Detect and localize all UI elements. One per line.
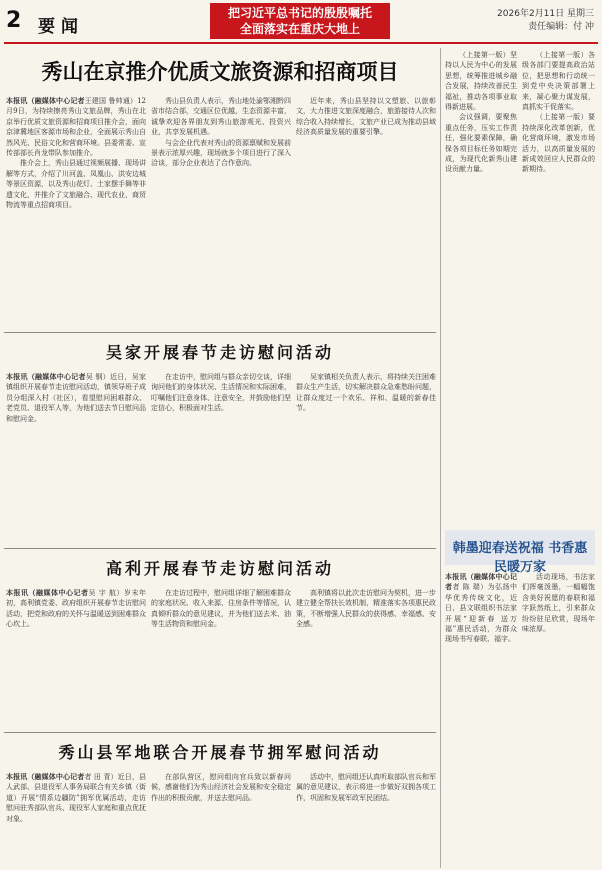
issue-info <box>497 8 594 34</box>
right-para-1: （上接第一版）坚持以人民为中心的发展思想，统筹推进城乡融合发展，持续改善民生福祉，推动各项事业取得新进展。 <box>445 51 517 112</box>
article-2-col-3 <box>296 372 436 542</box>
article-1-byline: 本报讯（融媒体中心记者 <box>6 96 85 105</box>
separator <box>4 732 436 733</box>
separator <box>4 548 436 549</box>
article-1-col-3 <box>296 96 436 328</box>
article-3-para-2: 在走访过程中，慰问组详细了解困难群众的家庭状况、收入来源、住房条件等情况，认真倾听群众的意见建议，并为他们送去米、油等生活物资和慰问金。 <box>151 589 291 629</box>
article-1-para-3: 秀山县负责人表示，秀山地处渝鄂湘黔四省市结合部，交通区位优越，生态资源丰富，诚挚欢迎各界朋友到秀山旅游观光、投资兴业，共享发展机遇。 <box>151 97 291 137</box>
article-4-col-1 <box>6 772 146 866</box>
right-col-1 <box>445 50 517 524</box>
article-4-para-2: 在部队营区，慰问组向官兵致以新春问候，感谢他们为秀山经济社会发展和安全稳定作出的积极贡献，并送去慰问品。 <box>151 773 291 802</box>
slogan-banner <box>210 3 390 39</box>
article-4-para-1: 者 田 青）近日，县人武部、县退役军人事务局联合有关乡镇（街道）开展“情系边疆防”拥军优属活动，走访慰问驻秀部队官兵、现役军人家庭和重点优抚对象。 <box>6 773 146 823</box>
separator <box>4 332 436 333</box>
article-5-headline: 韩墨迎春送祝福 书香惠民暖万家 <box>452 541 588 575</box>
article-2-para-3: 吴家镇相关负责人表示，将持续关注困难群众生产生活，切实解决群众急难愁盼问题，让群众度过一个欢乐、祥和、温暖的新春佳节。 <box>296 373 436 413</box>
article-5-col-2 <box>522 572 595 866</box>
article-5-para-2: 活动现场，书法家们挥毫泼墨，一幅幅饱含美好祝愿的春联和福字跃然纸上，引来群众纷纷驻足欣赏，现场年味浓厚。 <box>522 573 595 634</box>
article-3-col-1 <box>6 588 146 726</box>
right-para-4: （上接第一版）要持续深化改革创新，优化营商环境，激发市场活力，以高质量发展的新成效回应人民群众的新期待。 <box>522 113 595 174</box>
masthead-rule <box>4 42 598 44</box>
article-2-byline: 本报讯（融媒体中心记者 <box>6 372 86 381</box>
masthead <box>0 0 602 42</box>
slogan-line-1: 把习近平总书记的殷殷嘱托 <box>227 6 372 20</box>
column-divider <box>440 48 441 868</box>
article-5-col-1 <box>445 572 517 866</box>
article-4-col-3 <box>296 772 436 866</box>
right-para-3: （上接第一版）各级各部门要提高政治站位，把思想和行动统一到党中央决策部署上来，凝心聚力谋发展，真抓实干促落实。 <box>522 51 595 112</box>
article-4-col-2 <box>151 772 291 866</box>
page-number: 2 <box>6 8 22 33</box>
article-2-col-1 <box>6 372 146 542</box>
article-2-col-2 <box>151 372 291 542</box>
issue-date: 2026年2月11日 星期三 <box>497 9 594 19</box>
article-1-col-2 <box>151 96 291 328</box>
section-title: 要闻 <box>38 17 84 37</box>
article-3-para-3: 高利镇将以此次走访慰问为契机，进一步建立健全帮扶长效机制，精准落实各项惠民政策，不断增强人民群众的获得感、幸福感、安全感。 <box>296 589 436 629</box>
issue-editor: 责任编辑：付 冲 <box>528 22 594 32</box>
article-4-byline: 本报讯（融媒体中心记者 <box>6 772 85 781</box>
article-4-headline: 秀山县军地联合开展春节拥军慰问活动 <box>58 743 382 762</box>
article-5-para-1: 者 陈 瑞）为弘扬中华优秀传统文化，近日，县文联组织书法家开展“迎新春 送万福”惠民活动，为群众现场书写春联、福字。 <box>445 583 517 644</box>
article-3-headline: 高利开展春节走访慰问活动 <box>105 559 334 578</box>
article-2-headline: 吴家开展春节走访慰问活动 <box>105 343 334 362</box>
article-3-col-2 <box>151 588 291 726</box>
article-1-para-1: 王建国 鲁帅通）12月9日，为持续擦亮秀山文旅品牌，秀山在北京举行优质文旅资源和招商项目推介会，面向京津冀地区客源市场和企业，全面展示秀山自然风光、民俗文化和营商环境。县委常委、宣传部部长肖龙带队参加推介。 <box>6 97 146 158</box>
article-3-col-3 <box>296 588 436 726</box>
article-1-para-5: 近年来，秀山县坚持以文塑旅、以旅彰文，大力推进文旅深度融合，旅游接待人次和综合收入持续增长，文旅产业已成为推动县域经济高质量发展的重要引擎。 <box>296 97 436 137</box>
article-3-byline: 本报讯（融媒体中心记者 <box>6 588 89 597</box>
article-1-para-2: 推介会上，秀山县通过视频展播、现场讲解等方式，介绍了川河盖、凤凰山、洪安边城等景区资源，以及秀山花灯、土家摆手舞等非遗文化，并推介了文旅融合、现代农业、商贸物流等重点招商项目。 <box>6 159 146 210</box>
slogan-line-2: 全面落实在重庆大地上 <box>239 22 360 36</box>
article-5-byline: 本报讯（融媒体中心记者 <box>445 572 517 592</box>
article-1-headline: 秀山在京推介优质文旅资源和招商项目 <box>41 60 399 84</box>
article-3-para-1: 吴 宇 航）岁末年初，高利镇党委、政府组织开展春节走访慰问活动，把党和政府的关怀与温暖送到困难群众心坎上。 <box>6 589 146 629</box>
article-4-para-3: 活动中，慰问组还认真听取部队官兵和军属的意见建议，表示将进一步做好双拥各项工作，巩固和发展军政军民团结。 <box>296 773 436 802</box>
right-col-2 <box>522 50 595 524</box>
article-2-para-1: 吴 钢）近日，吴家镇组织开展春节走访慰问活动，镇领导班子成员分组深入村（社区），看望慰问困难群众、老党员、退役军人等，为他们送去节日慰问品和慰问金。 <box>6 373 146 423</box>
article-1-col-1 <box>6 96 146 328</box>
article-1-para-4: 与会企业代表对秀山的资源禀赋和发展前景表示浓厚兴趣，现场就多个项目进行了深入洽谈，部分企业表达了合作意向。 <box>151 138 291 168</box>
right-para-2: 会议强调，要聚焦重点任务，压实工作责任，强化要素保障，确保各项目标任务如期完成，为现代化新秀山建设贡献力量。 <box>445 113 517 174</box>
article-2-para-2: 在走访中，慰问组与群众亲切交谈，详细询问他们的身体状况、生活情况和实际困难，叮嘱他们注意身体、注意安全，并鼓励他们坚定信心，积极面对生活。 <box>151 373 291 413</box>
